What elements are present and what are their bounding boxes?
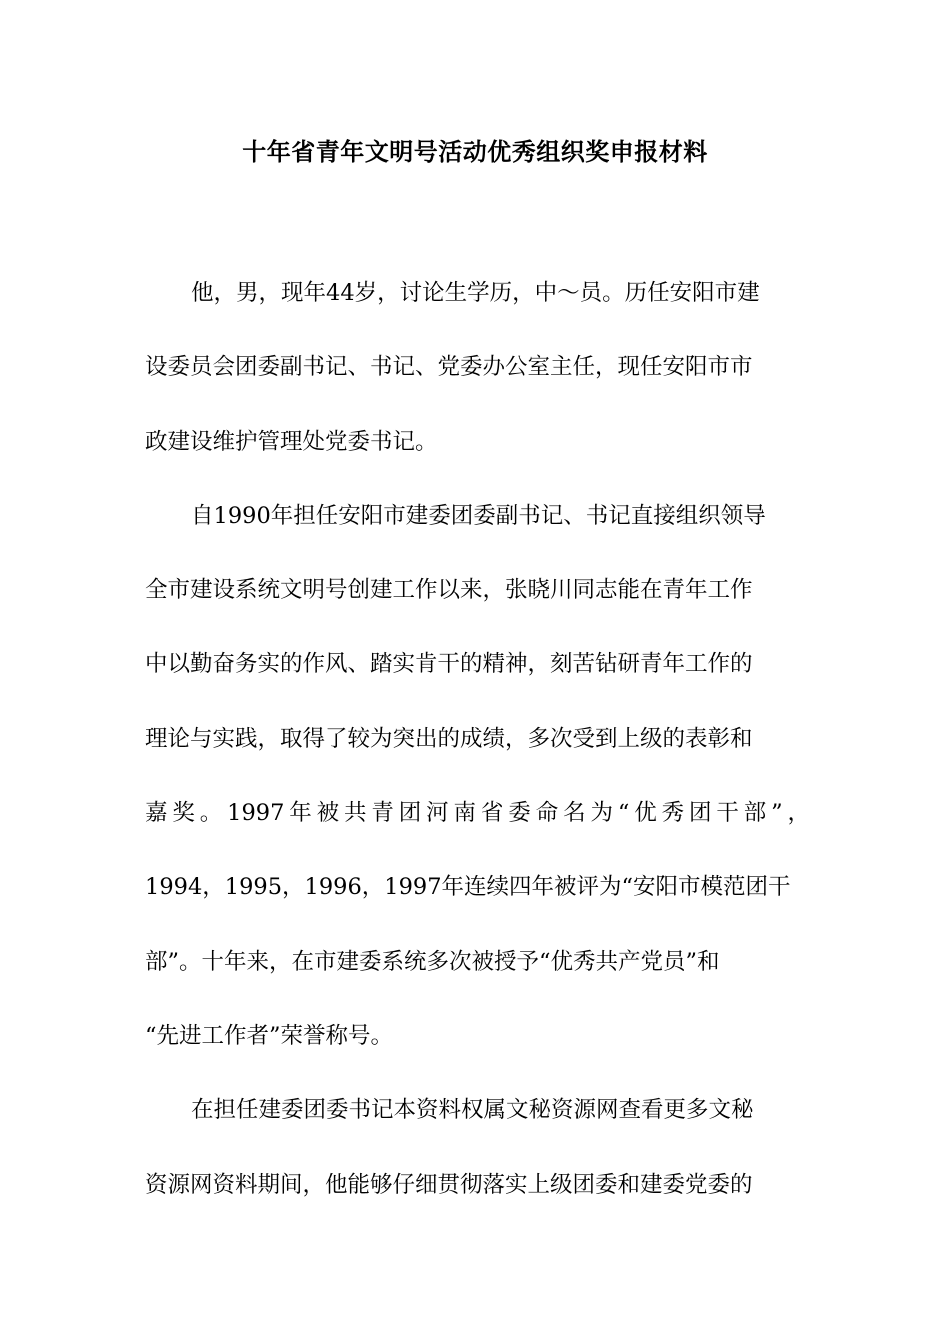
paragraph-line: 嘉奖。1997年被共青团河南省委命名为“优秀团干部”，: [145, 800, 810, 827]
paragraph-line: “先进工作者”荣誉称号。: [145, 1022, 394, 1049]
paragraph-line: 全市建设系统文明号创建工作以来，张晓川同志能在青年工作: [145, 577, 753, 604]
paragraph-line: 政建设维护管理处党委书记。: [145, 428, 438, 455]
paragraph-line: 自1990年担任安阳市建委团委副书记、书记直接组织领导: [191, 502, 766, 529]
paragraph-1: [145, 256, 810, 479]
paragraph-line: 理论与实践，取得了较为突出的成绩，多次受到上级的表彰和: [145, 725, 753, 752]
paragraph-line: 设委员会团委副书记、书记、党委办公室主任，现任安阳市市: [145, 354, 753, 381]
document-body: [145, 256, 810, 1222]
paragraph-line: 部”。十年来，在市建委系统多次被授予“优秀共产党员”和: [145, 948, 720, 975]
paragraph-2: [145, 479, 810, 1073]
document-title: 十年省青年文明号活动优秀组织奖申报材料: [242, 137, 708, 166]
paragraph-line: 1994，1995，1996，1997年连续四年被评为“安阳市模范团干: [145, 874, 791, 901]
paragraph-line: 资源网资料期间，他能够仔细贯彻落实上级团委和建委党委的: [145, 1171, 753, 1198]
paragraph-line: 在担任建委团委书记本资料权属文秘资源网查看更多文秘: [191, 1097, 754, 1124]
paragraph-line: 他，男，现年44岁，讨论生学历，中～员。历任安阳市建: [191, 280, 760, 306]
paragraph-line: 中以勤奋务实的作风、踏实肯干的精神，刻苦钻研青年工作的: [145, 651, 753, 678]
paragraph-3: [145, 1073, 810, 1222]
